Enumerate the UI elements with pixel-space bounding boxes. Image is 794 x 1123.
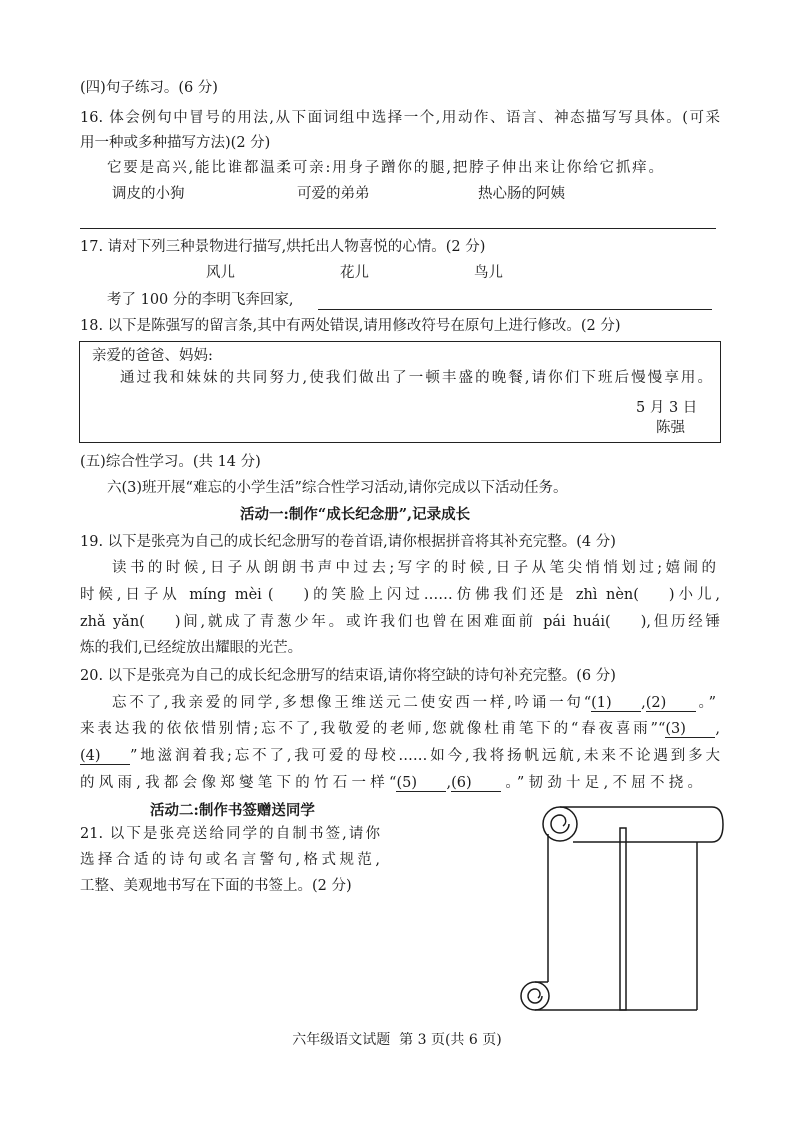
- note-greeting: 亲爱的爸爸、妈妈:: [92, 348, 213, 364]
- section-5-title: (五)综合性学习。(共 14 分): [80, 454, 261, 470]
- q21-line1: 21. 以下是张亮送给同学的自制书签,请你: [80, 826, 380, 842]
- note-body: 通过我和妹妹的共同努力,使我们做出了一顿丰盛的晚餐,请你们下班后慢慢享用。: [120, 370, 712, 386]
- poem-answer-blank-3: (3): [665, 721, 715, 738]
- q16-option-1: 调皮的小狗: [112, 186, 185, 202]
- q16-option-2: 可爱的弟弟: [297, 186, 370, 202]
- q16-example-sentence: 它要是高兴,能比谁都温柔可亲:用身子蹭你的腿,把脖子伸出来让你给它抓痒。: [107, 160, 663, 176]
- poem-answer-blank-4: (4): [80, 748, 130, 765]
- q16-answer-line: [80, 228, 716, 229]
- paren-close: ): [303, 587, 310, 603]
- q19-line2-seg1: 时候,日子从 míng mèi: [80, 587, 262, 603]
- scroll-bottom-curl: [521, 982, 549, 1010]
- q17-answer-line: [318, 309, 712, 310]
- pinyin-answer-blank: [633, 585, 674, 605]
- q17-prompt: 17. 请对下列三种景物进行描写,烘托出人物喜悦的心情。(2 分): [80, 239, 486, 255]
- q17-option-1: 风儿: [206, 265, 235, 281]
- q17-option-2: 花儿: [340, 265, 369, 281]
- q21-line3: 工整、美观地书写在下面的书签上。(2 分): [80, 878, 352, 894]
- poem-answer-blank-2: (2): [646, 695, 696, 712]
- q20-line4-seg1: 的风雨,我都会像郑燮笔下的竹石一样“: [80, 775, 397, 791]
- q20-line2-seg1: 来表达我的依依惜别情;忘不了,我敬爱的老师,您就像杜甫笔下的“春夜喜雨”“: [80, 721, 666, 737]
- bookmark-scroll: [515, 800, 727, 1020]
- q19-line3-seg2: 间,就成了青葱少年。或许我们也曾在困难面前 pái huái: [180, 614, 606, 630]
- section-5-intro: 六(3)班开展“难忘的小学生活”综合性学习活动,请你完成以下活动任务。: [107, 480, 568, 496]
- note-signature: 陈强: [656, 420, 685, 436]
- poem-answer-blank-5: (5): [396, 775, 446, 792]
- q16-prompt-line1: 16. 体会例句中冒号的用法,从下面词组中选择一个,用动作、语言、神态描写写具体。(可采: [80, 110, 720, 126]
- page-footer: 六年级语文试题 第 3 页(共 6 页): [292, 1032, 502, 1048]
- paren-open: (: [139, 614, 145, 630]
- q19-line1: 读书的时候,日子从朗朗书声中过去;写字的时候,日子从笔尖悄悄划过;嬉闹的: [112, 560, 716, 576]
- q20-line1-seg2: ,: [641, 695, 646, 711]
- q20-line4: [80, 773, 702, 793]
- activity-1-title: 活动一:制作“成长纪念册”,记录成长: [240, 506, 471, 523]
- paren-close: ): [640, 614, 647, 630]
- q20-line1: [112, 693, 716, 713]
- q20-prompt: 20. 以下是张亮为自己的成长纪念册写的结束语,请你将空缺的诗句补充完整。(6 分): [80, 668, 616, 684]
- q20-line1-seg1: 忘不了,我亲爱的同学,多想像王维送元二使安西一样,吟诵一句“: [112, 695, 592, 711]
- scroll-bottom-spiral: [528, 989, 542, 1003]
- q16-prompt-line2: 用一种或多种描写方法)(2 分): [80, 135, 271, 151]
- pinyin-answer-blank: [268, 585, 309, 605]
- paren-open: (: [267, 587, 274, 603]
- q19-prompt: 19. 以下是张亮为自己的成长纪念册写的卷首语,请你根据拼音将其补充完整。(4 分): [80, 534, 616, 550]
- paren-open: (: [605, 614, 611, 630]
- q19-line3: [80, 612, 720, 632]
- scroll-top-spiral: [551, 815, 569, 833]
- q19-line2-seg3: 小儿,: [674, 587, 721, 603]
- q20-line2: [80, 719, 720, 739]
- q17-lead: 考了 100 分的李明飞奔回家,: [107, 292, 294, 308]
- q20-line4-seg3: 。”韧劲十足,不屈不挠。: [501, 775, 702, 791]
- q17-option-3: 鸟儿: [474, 265, 503, 281]
- q20-line1-seg3: 。”: [695, 695, 716, 711]
- scroll-top-roll: [560, 807, 723, 842]
- poem-answer-blank-1: (1): [591, 695, 641, 712]
- activity-2-title: 活动二:制作书签赠送同学: [150, 802, 315, 819]
- q19-line3-seg3: ,但历经锤: [646, 614, 720, 630]
- scroll-center-divider: [620, 828, 626, 1010]
- q19-line3-seg1: zhǎ yǎn: [80, 614, 140, 630]
- q19-line2-seg2: 的笑脸上闪过……仿佛我们还是 zhì nèn: [309, 587, 634, 603]
- q20-line3-seg1: ”地滋润着我;忘不了,我可爱的母校……如今,我将扬帆远航,未来不论遇到多大: [130, 748, 720, 764]
- paren-close: ): [668, 587, 675, 603]
- note-date: 5 月 3 日: [636, 400, 698, 416]
- pinyin-answer-blank: [605, 612, 646, 632]
- q19-line4: 炼的我们,已经绽放出耀眼的光芒。: [80, 640, 303, 656]
- q18-prompt: 18. 以下是陈强写的留言条,其中有两处错误,请用修改符号在原句上进行修改。(2 分): [80, 318, 621, 334]
- q20-line2-seg2: ,: [715, 721, 720, 737]
- paren-open: (: [633, 587, 639, 603]
- q19-line2: [80, 585, 720, 605]
- q20-line4-seg2: ,: [446, 775, 452, 791]
- pinyin-answer-blank: [139, 612, 180, 632]
- poem-answer-blank-6: (6): [451, 775, 501, 792]
- section-4-title: (四)句子练习。(6 分): [80, 80, 218, 96]
- q16-option-3: 热心肠的阿姨: [478, 186, 565, 202]
- paren-close: ): [174, 614, 181, 630]
- q20-line3: [80, 746, 720, 766]
- q21-line2: 选择合适的诗句或名言警句,格式规范,: [80, 852, 380, 868]
